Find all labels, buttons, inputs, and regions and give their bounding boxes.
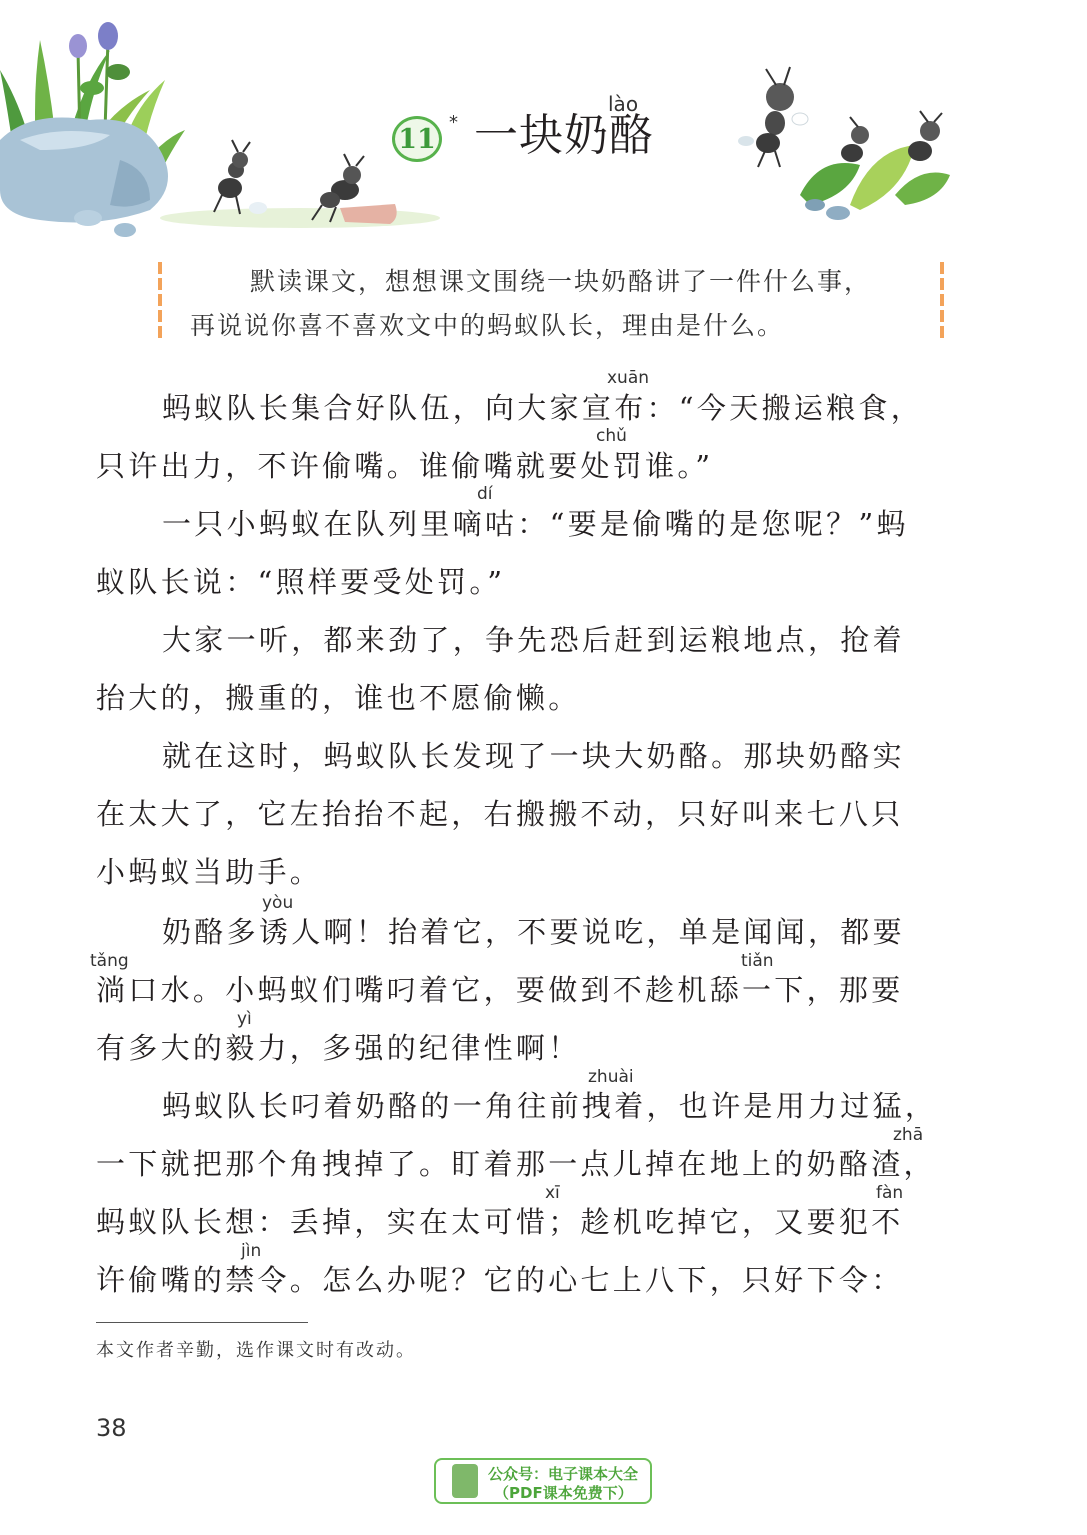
- text-line: 蚂蚁队长叼着奶酪的一角往前拽着，也许是用力过猛，: [162, 1089, 938, 1123]
- watermark-text: 公众号：电子课本大全: [488, 1465, 639, 1483]
- pinyin-annotation: jìn: [241, 1241, 262, 1261]
- pinyin-annotation: xuān: [607, 368, 650, 388]
- ant-icon: [841, 117, 869, 162]
- text-line: 蚂蚁队长想：丢掉，实在太可惜；趁机吃掉它，又要犯不: [96, 1205, 904, 1239]
- text-line: 小蚂蚁当助手。: [96, 855, 323, 889]
- text-line: 奶酪多诱人啊！抬着它，不要说吃，单是闻闻，都要: [162, 915, 905, 949]
- lesson-number-badge: 11: [392, 116, 442, 162]
- text-line: 抬大的，搬重的，谁也不愿偷懒。: [96, 681, 581, 715]
- text-line: 有多大的毅力，多强的纪律性啊！: [96, 1031, 581, 1065]
- ant-icon: [908, 111, 942, 161]
- text-line: 只许出力，不许偷嘴。谁偷嘴就要处罚谁。”: [96, 449, 714, 483]
- pinyin-annotation: chǔ: [596, 426, 627, 446]
- pinyin-annotation: tǎng: [90, 951, 129, 971]
- text-line: 蚁队长说：“照样要受处罚。”: [96, 565, 506, 599]
- footnote-divider: [96, 1322, 308, 1323]
- book-icon: [452, 1464, 478, 1498]
- text-line: 许偷嘴的禁令。怎么办呢？它的心七上八下，只好下令：: [96, 1263, 904, 1297]
- prompt-border-right: [940, 262, 944, 340]
- text-line: 蚂蚁队长集合好队伍，向大家宣布：“今天搬运粮食，: [162, 391, 924, 425]
- title-pinyin: lào: [608, 92, 639, 116]
- ant-icon: [738, 67, 808, 167]
- ant-icon: [214, 140, 267, 214]
- rock-plants-ants-illustration: [0, 0, 440, 250]
- pinyin-annotation: tiǎn: [741, 951, 774, 971]
- reading-prompt-line: 再说说你喜不喜欢文中的蚂蚁队长，理由是什么。: [190, 311, 785, 340]
- pinyin-annotation: zhuài: [588, 1067, 634, 1087]
- text-line: 一只小蚂蚁在队列里嘀咕：“要是偷嘴的是您呢？”蚂: [162, 507, 909, 541]
- pinyin-annotation: fàn: [876, 1183, 904, 1203]
- prompt-border-left: [158, 262, 162, 340]
- text-line: 大家一听，都来劲了，争先恐后赶到运粮地点，抢着: [162, 623, 905, 657]
- optional-lesson-mark: *: [449, 112, 458, 133]
- pinyin-annotation: dí: [477, 484, 493, 504]
- pinyin-annotation: yòu: [262, 893, 294, 913]
- text-line: 在太大了，它左抬抬不起，右搬搬不动，只好叫来七八只: [96, 797, 904, 831]
- pinyin-annotation: xī: [545, 1183, 560, 1203]
- text-line: 淌口水。小蚂蚁们嘴叼着它，要做到不趁机舔一下，那要: [96, 973, 904, 1007]
- ants-plants-illustration: [720, 55, 960, 225]
- reading-prompt-line: 默读课文，想想课文围绕一块奶酪讲了一件什么事，: [250, 267, 872, 296]
- text-line: 一下就把那个角拽掉了。盯着那一点儿掉在地上的奶酪渣，: [96, 1147, 936, 1181]
- watermark-text: （PDF课本免费下）: [494, 1484, 633, 1502]
- pinyin-annotation: zhā: [893, 1125, 924, 1145]
- watermark-badge: [434, 1458, 652, 1504]
- page-number: 38: [96, 1414, 127, 1442]
- rock-icon: [0, 118, 168, 223]
- pinyin-annotation: yì: [237, 1009, 252, 1029]
- page-title: 一块奶酪: [474, 110, 654, 161]
- text-line: 就在这时，蚂蚁队长发现了一块大奶酪。那块奶酪实: [162, 739, 905, 773]
- footnote: 本文作者辛勤，选作课文时有改动。: [96, 1340, 416, 1361]
